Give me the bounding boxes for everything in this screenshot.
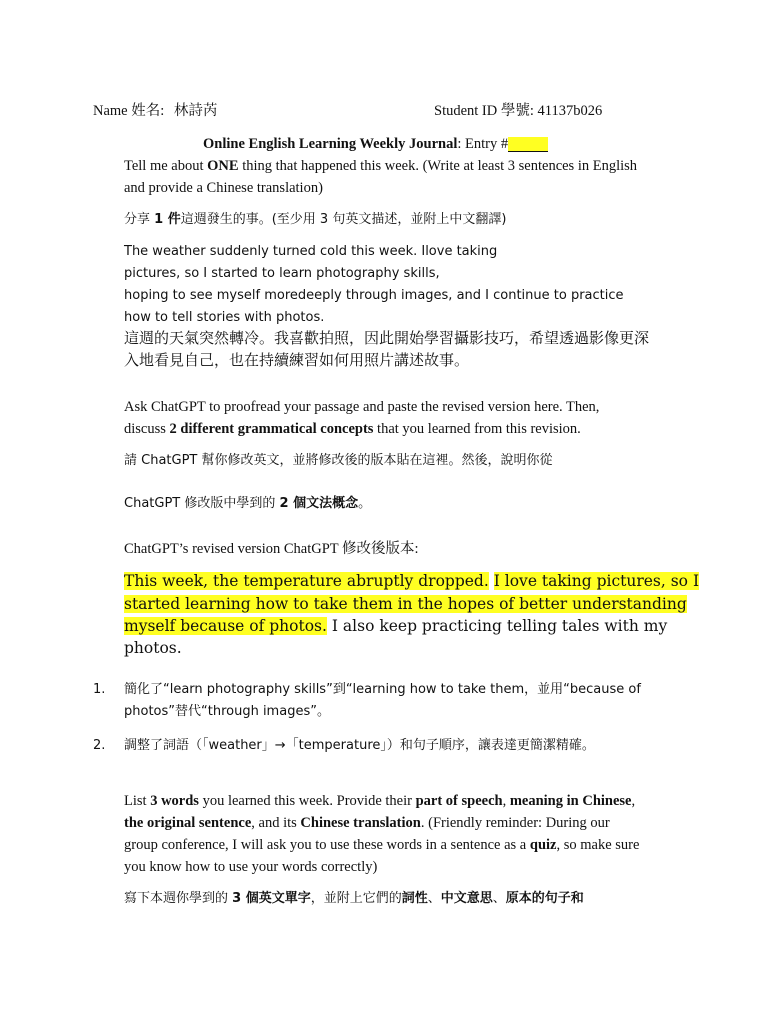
journal-title-bold: Online English Learning Weekly Journal bbox=[203, 136, 458, 152]
answer-en-line: pictures, so I started to learn photography skills, bbox=[124, 266, 440, 281]
prompt3-bold: meaning in Chinese bbox=[509, 793, 632, 809]
prompt3-zh-bold: 3 個英文單字 bbox=[232, 891, 311, 906]
prompt2-zh-line2 bbox=[124, 493, 371, 515]
prompt3-text: , and its bbox=[251, 815, 301, 831]
revised-text: I also keep practicing telling tales with my bbox=[326, 617, 668, 635]
answer-en-line: hoping to see myself moredeeply through images, and I continue to practice bbox=[124, 288, 624, 303]
highlighted-sentence: started learning how to take them in the hopes of better understanding bbox=[124, 595, 687, 613]
answer-en-line: The weather suddenly turned cold this week. Ilove taking bbox=[124, 244, 498, 259]
prompt3-line2 bbox=[124, 812, 610, 834]
prompt1-text-post: thing that happened this week. (Write at least 3 sentences in English bbox=[238, 158, 638, 174]
name-field bbox=[93, 100, 217, 122]
revised-line-2 bbox=[124, 593, 687, 615]
revised-line-3 bbox=[124, 615, 667, 637]
concept-number: 1. bbox=[93, 682, 106, 697]
prompt1-zh-pre: 分享 bbox=[124, 212, 155, 227]
prompt3-zh-text: ，並附上它們的 bbox=[310, 891, 402, 906]
prompt2-zh-bold: 2 個文法概念 bbox=[279, 496, 359, 511]
concept-item-2: 調整了詞語（「weather」→「temperature」）和句子順序，讓表達更簡潔精確。 bbox=[124, 738, 595, 753]
highlighted-sentence: I love taking pictures, so I bbox=[493, 572, 700, 590]
prompt1-bold: ONE bbox=[207, 158, 239, 174]
highlighted-sentence: myself because of photos. bbox=[124, 617, 327, 635]
student-id-field bbox=[434, 100, 602, 122]
prompt3-bold: part of speech bbox=[415, 793, 503, 809]
prompt3-text: , bbox=[502, 793, 510, 809]
prompt2-zh-pre: ChatGPT 修改版中學到的 bbox=[124, 496, 280, 511]
prompt3-text: , so make sure bbox=[556, 837, 640, 853]
prompt1-zh-post: 這週發生的事。(至少用 3 句英文描述，並附上中文翻譯) bbox=[180, 212, 507, 227]
prompt3-bold: quiz bbox=[529, 837, 557, 853]
entry-number-blank[interactable] bbox=[508, 137, 548, 152]
prompt3-zh bbox=[124, 888, 584, 910]
prompt1-zh bbox=[124, 209, 506, 231]
journal-title bbox=[203, 133, 548, 155]
prompt3-line1 bbox=[124, 790, 635, 812]
prompt2-zh-post: 。 bbox=[358, 496, 372, 511]
prompt1-line1 bbox=[124, 155, 637, 177]
name-value: 林詩芮 bbox=[173, 103, 218, 119]
prompt3-bold: Chinese translation bbox=[300, 815, 421, 831]
prompt3-zh-text: 、 bbox=[492, 891, 506, 906]
student-id-label: Student ID 學號: bbox=[434, 103, 538, 119]
prompt3-bold: 3 words bbox=[150, 793, 199, 809]
prompt3-line3 bbox=[124, 834, 639, 856]
revised-line-4: photos. bbox=[124, 639, 182, 657]
answer-zh-line: 入地看見自己，也在持續練習如何用照片講述故事。 bbox=[124, 353, 470, 369]
prompt2-bold: 2 different grammatical concepts bbox=[169, 421, 374, 437]
concept-number: 2. bbox=[93, 738, 106, 753]
prompt1-line2: and provide a Chinese translation) bbox=[124, 180, 323, 196]
prompt1-zh-bold: 1 件 bbox=[154, 212, 181, 227]
prompt3-zh-bold: 詞性 bbox=[401, 891, 428, 906]
revised-version-label: ChatGPT’s revised version ChatGPT 修改後版本: bbox=[124, 541, 419, 557]
prompt2-zh-line1: 請 ChatGPT 幫你修改英文，並將修改後的版本貼在這裡。然後，說明你從 bbox=[124, 453, 553, 468]
prompt3-text: . (Friendly reminder: During our bbox=[420, 815, 610, 831]
prompt3-text: List bbox=[124, 793, 151, 809]
prompt2-line1: Ask ChatGPT to proofread your passage and paste the revised version here. Then, bbox=[124, 399, 600, 415]
student-id-value: 41137b026 bbox=[537, 103, 603, 119]
prompt3-zh-text: 寫下本週你學到的 bbox=[124, 891, 233, 906]
prompt2-pre: discuss bbox=[124, 421, 170, 437]
prompt3-text: , bbox=[631, 793, 636, 809]
prompt2-post: that you learned from this revision. bbox=[373, 421, 581, 437]
answer-zh-line: 這週的天氣突然轉冷。我喜歡拍照，因此開始學習攝影技巧，希望透過影像更深 bbox=[124, 331, 650, 347]
name-label: Name 姓名: bbox=[93, 103, 168, 119]
prompt3-zh-bold: 中文意思 bbox=[440, 891, 493, 906]
revised-line-1 bbox=[124, 570, 699, 592]
concept-item-1-cont: photos”替代“through images”。 bbox=[124, 704, 330, 719]
prompt3-text: you learned this week. Provide their bbox=[198, 793, 416, 809]
prompt3-line4: you know how to use your words correctly) bbox=[124, 859, 378, 875]
prompt3-text: group conference, I will ask you to use these words in a sentence as a bbox=[124, 837, 530, 853]
prompt3-bold: the original sentence bbox=[124, 815, 252, 831]
prompt3-zh-bold: 原本的句子和 bbox=[505, 891, 584, 906]
prompt2-line2 bbox=[124, 418, 581, 440]
journal-title-rest: : Entry # bbox=[457, 136, 509, 152]
prompt1-text: Tell me about bbox=[124, 158, 208, 174]
prompt3-zh-text: 、 bbox=[427, 891, 441, 906]
answer-en-line: how to tell stories with photos. bbox=[124, 310, 325, 325]
concept-item-1: 簡化了“learn photography skills”到“learning how to take them，並用“because of bbox=[124, 682, 641, 697]
highlighted-sentence: This week, the temperature abruptly dropped. bbox=[124, 572, 489, 590]
